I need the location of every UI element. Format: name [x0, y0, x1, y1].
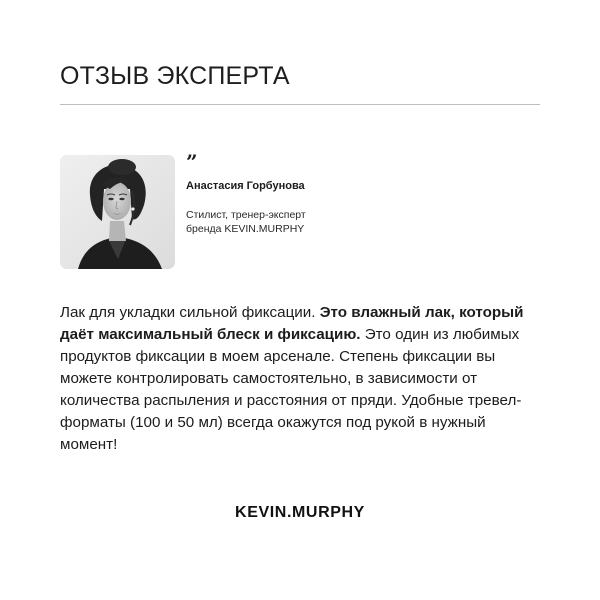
review-text-body: Это один из любимых продуктов фиксации в моем арсенале. Степень фиксации вы можете контролировать самостоятельно, в зависимости от количества распыления и расстояния от пряди. Удобные тревел-форматы (100 и 50 мл) всегда окажутся под рукой в нужный момент!	[60, 326, 522, 453]
expert-role	[186, 208, 306, 236]
expert-name: Анастасия Горбунова	[186, 180, 305, 192]
review-text	[60, 302, 540, 456]
portrait-image	[60, 155, 175, 269]
expert-role-line: Стилист, тренер-эксперт	[186, 209, 306, 221]
divider	[60, 104, 540, 105]
quote-icon: ”	[186, 150, 196, 174]
brand-logo: KEVIN.MURPHY	[235, 504, 365, 521]
expert-portrait	[60, 155, 175, 269]
review-text-intro: Лак для укладки сильной фиксации.	[60, 304, 320, 321]
expert-role-line: бренда KEVIN.MURPHY	[186, 223, 305, 235]
page-title: ОТЗЫВ ЭКСПЕРТА	[60, 62, 290, 90]
review-text-highlight: Это влажный лак, который даёт максимальный блеск и фиксацию.	[60, 304, 524, 343]
